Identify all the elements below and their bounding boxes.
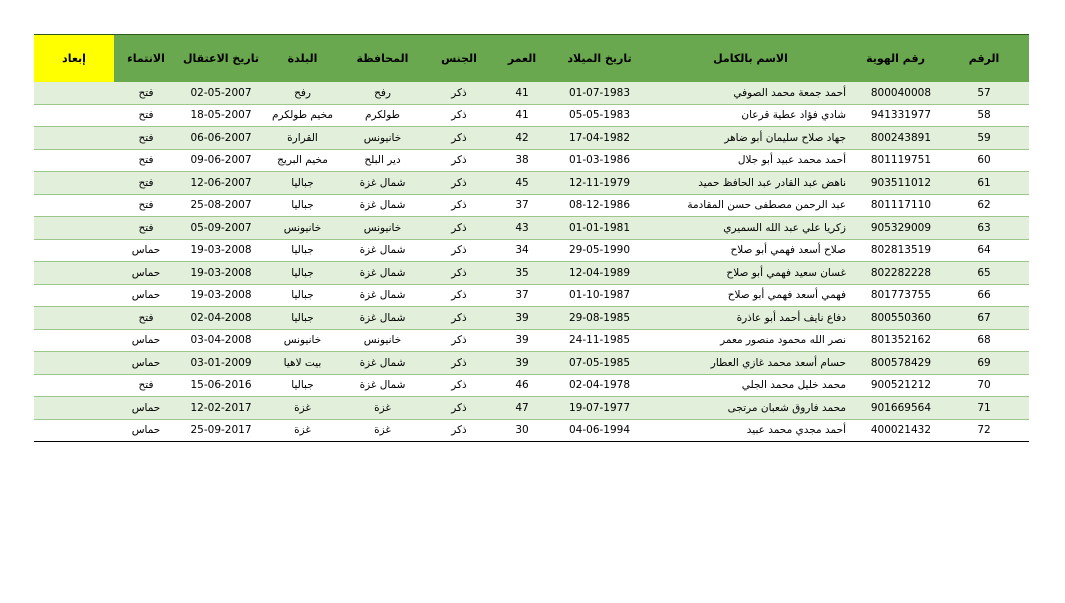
cell-num[interactable]: 67: [939, 307, 1029, 330]
cell-gender[interactable]: ذكر: [424, 352, 494, 375]
cell-name[interactable]: محمد فاروق شعبان مرتجى: [649, 397, 852, 420]
cell-num[interactable]: 65: [939, 262, 1029, 285]
cell-name[interactable]: زكريا علي عبد الله السميري: [649, 217, 852, 240]
cell-arrest-date[interactable]: 15-06-2016: [178, 374, 264, 397]
cell-gender[interactable]: ذكر: [424, 104, 494, 127]
table-row: [34, 397, 1029, 420]
header-row: [34, 35, 1029, 83]
cell-town[interactable]: رفح: [264, 82, 341, 104]
cell-id[interactable]: 800578429: [852, 352, 939, 375]
cell-affiliation[interactable]: فتح: [114, 194, 178, 217]
cell-governorate[interactable]: شمال غزة: [341, 352, 424, 375]
header-id[interactable]: رقم الهوية: [852, 35, 939, 83]
cell-gender[interactable]: ذكر: [424, 82, 494, 104]
cell-age[interactable]: 39: [494, 307, 550, 330]
cell-id[interactable]: 801352162: [852, 329, 939, 352]
cell-arrest-date[interactable]: 25-09-2017: [178, 419, 264, 442]
cell-governorate[interactable]: رفح: [341, 82, 424, 104]
cell-id[interactable]: 800040008: [852, 82, 939, 104]
cell-id[interactable]: 800550360: [852, 307, 939, 330]
cell-id[interactable]: 801117110: [852, 194, 939, 217]
cell-num[interactable]: 66: [939, 284, 1029, 307]
cell-governorate[interactable]: غزة: [341, 419, 424, 442]
cell-arrest-date[interactable]: 02-05-2007: [178, 82, 264, 104]
cell-affiliation[interactable]: فتح: [114, 172, 178, 195]
cell-deportation[interactable]: [34, 127, 114, 150]
cell-num[interactable]: 70: [939, 374, 1029, 397]
cell-arrest-date[interactable]: 19-03-2008: [178, 284, 264, 307]
cell-dob[interactable]: 29-05-1990: [550, 239, 649, 262]
cell-governorate[interactable]: خانيونس: [341, 217, 424, 240]
cell-id[interactable]: 903511012: [852, 172, 939, 195]
cell-id[interactable]: 941331977: [852, 104, 939, 127]
cell-deportation[interactable]: [34, 172, 114, 195]
cell-arrest-date[interactable]: 12-06-2007: [178, 172, 264, 195]
cell-name[interactable]: أحمد محمد عبيد أبو جلال: [649, 149, 852, 172]
cell-town[interactable]: مخيم طولكرم: [264, 104, 341, 127]
cell-arrest-date[interactable]: 12-02-2017: [178, 397, 264, 420]
cell-gender[interactable]: ذكر: [424, 374, 494, 397]
cell-num[interactable]: 63: [939, 217, 1029, 240]
cell-governorate[interactable]: شمال غزة: [341, 307, 424, 330]
cell-arrest-date[interactable]: 19-03-2008: [178, 239, 264, 262]
cell-deportation[interactable]: [34, 194, 114, 217]
cell-town[interactable]: جباليا: [264, 307, 341, 330]
cell-town[interactable]: جباليا: [264, 172, 341, 195]
cell-age[interactable]: 39: [494, 352, 550, 375]
table-row: [34, 284, 1029, 307]
cell-dob[interactable]: 04-06-1994: [550, 419, 649, 442]
cell-affiliation[interactable]: فتح: [114, 127, 178, 150]
table-row: [34, 149, 1029, 172]
cell-town[interactable]: جباليا: [264, 262, 341, 285]
cell-dob[interactable]: 12-04-1989: [550, 262, 649, 285]
cell-dob[interactable]: 01-10-1987: [550, 284, 649, 307]
cell-id[interactable]: 800243891: [852, 127, 939, 150]
table-row: [34, 82, 1029, 104]
table-row: [34, 329, 1029, 352]
cell-town[interactable]: مخيم البريج: [264, 149, 341, 172]
cell-town[interactable]: جباليا: [264, 284, 341, 307]
cell-age[interactable]: 34: [494, 239, 550, 262]
cell-arrest-date[interactable]: 18-05-2007: [178, 104, 264, 127]
cell-dob[interactable]: 08-12-1986: [550, 194, 649, 217]
cell-name[interactable]: فهمي أسعد فهمي أبو صلاح: [649, 284, 852, 307]
cell-age[interactable]: 45: [494, 172, 550, 195]
cell-dob[interactable]: 05-05-1983: [550, 104, 649, 127]
cell-num[interactable]: 59: [939, 127, 1029, 150]
cell-deportation[interactable]: [34, 217, 114, 240]
cell-num[interactable]: 72: [939, 419, 1029, 442]
cell-governorate[interactable]: شمال غزة: [341, 374, 424, 397]
header-age[interactable]: العمر: [494, 35, 550, 83]
cell-age[interactable]: 38: [494, 149, 550, 172]
cell-gender[interactable]: ذكر: [424, 127, 494, 150]
cell-deportation[interactable]: [34, 419, 114, 442]
cell-name[interactable]: عبد الرحمن مصطفى حسن المقادمة: [649, 194, 852, 217]
cell-id[interactable]: 802282228: [852, 262, 939, 285]
cell-num[interactable]: 64: [939, 239, 1029, 262]
cell-affiliation[interactable]: حماس: [114, 329, 178, 352]
cell-governorate[interactable]: خانيونس: [341, 329, 424, 352]
header-deportation[interactable]: إبعاد: [34, 35, 114, 83]
cell-age[interactable]: 30: [494, 419, 550, 442]
table-body: [34, 82, 1029, 442]
cell-name[interactable]: حسام أسعد محمد غازي العطار: [649, 352, 852, 375]
cell-age[interactable]: 39: [494, 329, 550, 352]
cell-governorate[interactable]: شمال غزة: [341, 194, 424, 217]
cell-num[interactable]: 58: [939, 104, 1029, 127]
cell-gender[interactable]: ذكر: [424, 329, 494, 352]
cell-gender[interactable]: ذكر: [424, 307, 494, 330]
cell-dob[interactable]: 01-07-1983: [550, 82, 649, 104]
table-row: [34, 104, 1029, 127]
cell-deportation[interactable]: [34, 307, 114, 330]
cell-name[interactable]: محمد خليل محمد الجلي: [649, 374, 852, 397]
cell-affiliation[interactable]: حماس: [114, 397, 178, 420]
cell-num[interactable]: 71: [939, 397, 1029, 420]
cell-affiliation[interactable]: فتح: [114, 82, 178, 104]
cell-deportation[interactable]: [34, 82, 114, 104]
cell-affiliation[interactable]: فتح: [114, 104, 178, 127]
cell-age[interactable]: 41: [494, 104, 550, 127]
cell-num[interactable]: 69: [939, 352, 1029, 375]
cell-governorate[interactable]: شمال غزة: [341, 262, 424, 285]
table-row: [34, 262, 1029, 285]
cell-arrest-date[interactable]: 25-08-2007: [178, 194, 264, 217]
cell-name[interactable]: دفاع نايف أحمد أبو عاذرة: [649, 307, 852, 330]
header-governorate[interactable]: المحافظة: [341, 35, 424, 83]
cell-deportation[interactable]: [34, 284, 114, 307]
header-name[interactable]: الاسم بالكامل: [649, 35, 852, 83]
cell-arrest-date[interactable]: 02-04-2008: [178, 307, 264, 330]
cell-arrest-date[interactable]: 06-06-2007: [178, 127, 264, 150]
cell-deportation[interactable]: [34, 397, 114, 420]
cell-gender[interactable]: ذكر: [424, 419, 494, 442]
cell-affiliation[interactable]: فتح: [114, 307, 178, 330]
cell-dob[interactable]: 29-08-1985: [550, 307, 649, 330]
cell-name[interactable]: جهاد صلاح سليمان أبو ضاهر: [649, 127, 852, 150]
cell-town[interactable]: القرارة: [264, 127, 341, 150]
cell-affiliation[interactable]: حماس: [114, 419, 178, 442]
table-row: [34, 239, 1029, 262]
table-row: [34, 127, 1029, 150]
cell-gender[interactable]: ذكر: [424, 262, 494, 285]
table-row: [34, 172, 1029, 195]
cell-age[interactable]: 46: [494, 374, 550, 397]
cell-governorate[interactable]: دير البلح: [341, 149, 424, 172]
cell-age[interactable]: 37: [494, 284, 550, 307]
cell-dob[interactable]: 02-04-1978: [550, 374, 649, 397]
table-row: [34, 374, 1029, 397]
cell-gender[interactable]: ذكر: [424, 217, 494, 240]
cell-name[interactable]: ناهض عبد القادر عبد الحافظ حميد: [649, 172, 852, 195]
cell-age[interactable]: 43: [494, 217, 550, 240]
cell-town[interactable]: غزة: [264, 419, 341, 442]
table-row: [34, 194, 1029, 217]
cell-town[interactable]: خانيونس: [264, 329, 341, 352]
cell-id[interactable]: 900521212: [852, 374, 939, 397]
cell-deportation[interactable]: [34, 239, 114, 262]
cell-deportation[interactable]: [34, 374, 114, 397]
cell-gender[interactable]: ذكر: [424, 239, 494, 262]
table-row: [34, 217, 1029, 240]
cell-num[interactable]: 62: [939, 194, 1029, 217]
header-arrest-date[interactable]: تاريخ الاعتقال: [178, 35, 264, 83]
cell-gender[interactable]: ذكر: [424, 397, 494, 420]
cell-age[interactable]: 42: [494, 127, 550, 150]
header-gender[interactable]: الجنس: [424, 35, 494, 83]
cell-gender[interactable]: ذكر: [424, 149, 494, 172]
cell-age[interactable]: 41: [494, 82, 550, 104]
cell-num[interactable]: 57: [939, 82, 1029, 104]
cell-gender[interactable]: ذكر: [424, 284, 494, 307]
cell-affiliation[interactable]: فتح: [114, 149, 178, 172]
cell-arrest-date[interactable]: 19-03-2008: [178, 262, 264, 285]
cell-governorate[interactable]: طولكرم: [341, 104, 424, 127]
cell-affiliation[interactable]: حماس: [114, 262, 178, 285]
cell-town[interactable]: جباليا: [264, 374, 341, 397]
cell-id[interactable]: 801773755: [852, 284, 939, 307]
cell-governorate[interactable]: خانيونس: [341, 127, 424, 150]
cell-deportation[interactable]: [34, 262, 114, 285]
cell-id[interactable]: 901669564: [852, 397, 939, 420]
cell-name[interactable]: نصر الله محمود منصور معمر: [649, 329, 852, 352]
cell-town[interactable]: غزة: [264, 397, 341, 420]
cell-age[interactable]: 47: [494, 397, 550, 420]
cell-deportation[interactable]: [34, 352, 114, 375]
prisoners-table: [34, 34, 1029, 442]
cell-deportation[interactable]: [34, 149, 114, 172]
header-dob[interactable]: تاريخ الميلاد: [550, 35, 649, 83]
cell-age[interactable]: 37: [494, 194, 550, 217]
cell-arrest-date[interactable]: 03-01-2009: [178, 352, 264, 375]
cell-governorate[interactable]: شمال غزة: [341, 284, 424, 307]
cell-name[interactable]: غسان سعيد فهمي أبو صلاح: [649, 262, 852, 285]
cell-deportation[interactable]: [34, 104, 114, 127]
cell-town[interactable]: بيت لاهيا: [264, 352, 341, 375]
cell-num[interactable]: 61: [939, 172, 1029, 195]
cell-num[interactable]: 68: [939, 329, 1029, 352]
cell-name[interactable]: أحمد جمعة محمد الصوفي: [649, 82, 852, 104]
cell-age[interactable]: 35: [494, 262, 550, 285]
table-row: [34, 352, 1029, 375]
cell-id[interactable]: 905329009: [852, 217, 939, 240]
table-row: [34, 419, 1029, 442]
header-affiliation[interactable]: الانتماء: [114, 35, 178, 83]
cell-dob[interactable]: 07-05-1985: [550, 352, 649, 375]
cell-affiliation[interactable]: حماس: [114, 239, 178, 262]
cell-town[interactable]: جباليا: [264, 239, 341, 262]
cell-name[interactable]: أحمد مجدي محمد عبيد: [649, 419, 852, 442]
cell-num[interactable]: 60: [939, 149, 1029, 172]
cell-dob[interactable]: 12-11-1979: [550, 172, 649, 195]
cell-affiliation[interactable]: حماس: [114, 352, 178, 375]
cell-affiliation[interactable]: حماس: [114, 284, 178, 307]
cell-id[interactable]: 801119751: [852, 149, 939, 172]
cell-name[interactable]: شادي فؤاد عطية قرعان: [649, 104, 852, 127]
cell-affiliation[interactable]: فتح: [114, 374, 178, 397]
cell-arrest-date[interactable]: 09-06-2007: [178, 149, 264, 172]
cell-id[interactable]: 400021432: [852, 419, 939, 442]
cell-affiliation[interactable]: فتح: [114, 217, 178, 240]
cell-governorate[interactable]: غزة: [341, 397, 424, 420]
cell-dob[interactable]: 01-03-1986: [550, 149, 649, 172]
cell-town[interactable]: جباليا: [264, 194, 341, 217]
cell-gender[interactable]: ذكر: [424, 194, 494, 217]
cell-name[interactable]: صلاح أسعد فهمي أبو صلاح: [649, 239, 852, 262]
cell-id[interactable]: 802813519: [852, 239, 939, 262]
cell-arrest-date[interactable]: 03-04-2008: [178, 329, 264, 352]
header-num[interactable]: الرقم: [939, 35, 1029, 83]
header-town[interactable]: البلدة: [264, 35, 341, 83]
cell-dob[interactable]: 01-01-1981: [550, 217, 649, 240]
table-row: [34, 307, 1029, 330]
cell-town[interactable]: خانيونس: [264, 217, 341, 240]
cell-gender[interactable]: ذكر: [424, 172, 494, 195]
cell-deportation[interactable]: [34, 329, 114, 352]
cell-arrest-date[interactable]: 05-09-2007: [178, 217, 264, 240]
cell-dob[interactable]: 24-11-1985: [550, 329, 649, 352]
cell-governorate[interactable]: شمال غزة: [341, 172, 424, 195]
cell-governorate[interactable]: شمال غزة: [341, 239, 424, 262]
cell-dob[interactable]: 19-07-1977: [550, 397, 649, 420]
cell-dob[interactable]: 17-04-1982: [550, 127, 649, 150]
